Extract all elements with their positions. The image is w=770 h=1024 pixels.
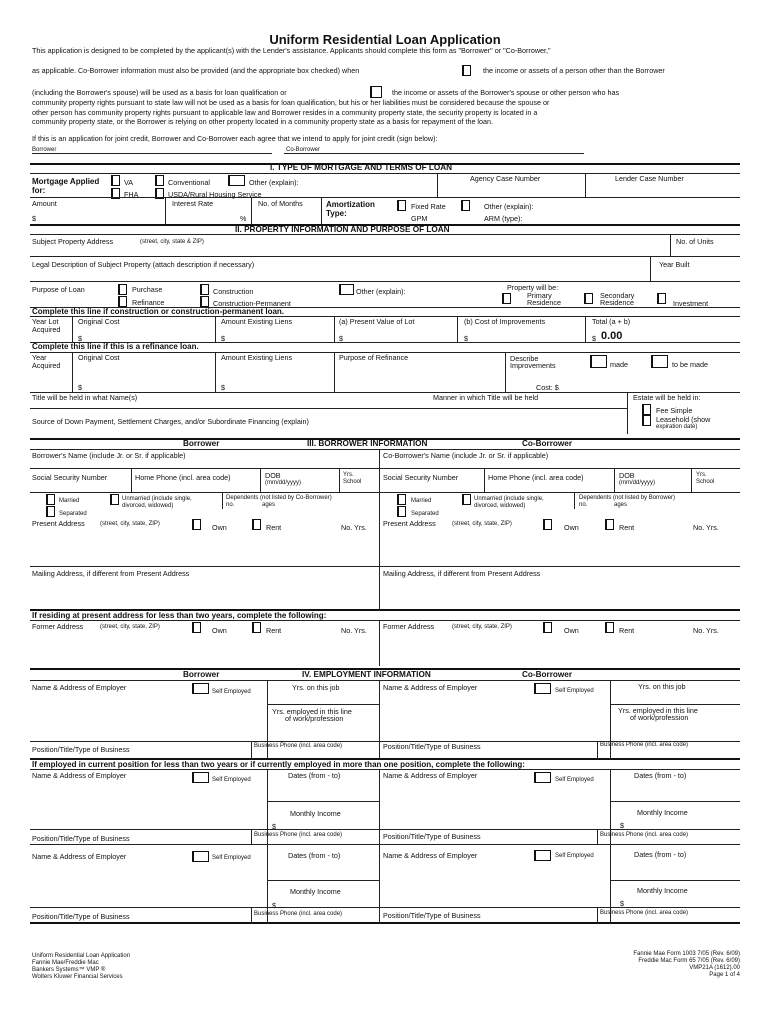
acquired-label: Acquired <box>32 325 61 334</box>
b-dependents-label: Dependents (not listed by Co-Borrower) <box>226 495 332 501</box>
other-amort-label: Other (explain): <box>484 202 534 211</box>
manner-label: Manner in which Title will be held <box>433 393 539 402</box>
borrower-name-label: Borrower's Name (include Jr. or Sr. if applicable) <box>32 451 186 460</box>
c-yrs-employed-label: Yrs. employed in this line <box>618 706 698 715</box>
c-rent-checkbox[interactable] <box>605 519 614 530</box>
secondary-residence-label: Residence <box>600 298 634 307</box>
c3-self-employed-label: Self Employed <box>555 853 594 859</box>
b-former-address-hint: (street, city, state, ZIP) <box>100 624 160 630</box>
fixed-rate-label: Fixed Rate <box>411 202 446 211</box>
b-rent-checkbox[interactable] <box>252 519 261 530</box>
c-unmarried-checkbox[interactable] <box>462 494 471 505</box>
b-unmarried-label-2: divorced, widowed) <box>122 503 174 509</box>
c-self-employed-checkbox[interactable] <box>534 683 551 694</box>
intro-line-1: This application is designed to be completed by the applicant(s) with the Lender's assistance. Applicants should complete this form as "Borrower" or "Co-Borrower," <box>32 46 551 55</box>
coborrower-name-label: Co-Borrower's Name (include Jr. or Sr. if applicable) <box>383 451 549 460</box>
refinance-label: Refinance <box>132 298 165 307</box>
conventional-label: Conventional <box>168 178 210 187</box>
c-unmarried-label-2: divorced, widowed) <box>474 503 526 509</box>
other-mortgage-checkbox[interactable] <box>228 175 245 186</box>
c-separated-checkbox[interactable] <box>397 506 406 517</box>
subject-address-label: Subject Property Address <box>32 237 114 246</box>
va-checkbox[interactable] <box>111 175 120 186</box>
total-dollar: $ <box>592 334 596 343</box>
c-former-own-label: Own <box>564 626 579 635</box>
to-be-made-checkbox[interactable] <box>651 355 668 368</box>
c-self-employed-label: Self Employed <box>555 688 594 694</box>
purpose-refi-label: Purpose of Refinance <box>339 353 409 362</box>
c-yrs-label: Yrs. <box>696 472 707 478</box>
c2-bus-phone-label: Business Phone (incl. area code) <box>600 832 689 838</box>
section-4-heading: IV. EMPLOYMENT INFORMATION <box>302 670 431 679</box>
c-ssn-label: Social Security Number <box>383 473 459 482</box>
purchase-checkbox[interactable] <box>118 284 127 295</box>
secondary-residence-checkbox[interactable] <box>584 293 593 304</box>
construction-checkbox[interactable] <box>200 284 209 295</box>
usda-label: USDA/Rural Housing Service <box>168 190 262 199</box>
c2-self-employed-label: Self Employed <box>555 777 594 783</box>
c2-self-employed-checkbox[interactable] <box>534 772 551 783</box>
borrower-signature-label: Borrower <box>32 147 57 153</box>
construction-perm-label: Construction-Permanent <box>213 299 291 308</box>
fee-simple-label: Fee Simple <box>656 406 693 415</box>
emp-coborrower-heading: Co-Borrower <box>522 670 573 679</box>
lender-case-label: Lender Case Number <box>615 174 684 183</box>
secondary-label: Secondary <box>600 291 635 300</box>
b-rent-label: Rent <box>266 523 282 532</box>
b3-monthly-dollar: $ <box>272 901 276 910</box>
amount-dollar: $ <box>32 214 36 223</box>
footer-left-1: Uniform Residential Loan Application <box>32 953 131 959</box>
original-cost-dollar: $ <box>78 334 82 343</box>
b-own-label: Own <box>212 523 227 532</box>
c-of-work-label: of work/profession <box>630 713 689 722</box>
intro-line-5: other person has community property rights pursuant to applicable law and Borrower resides in a community property state, the security property is located in a <box>32 108 538 117</box>
c-former-rent-checkbox[interactable] <box>605 622 614 633</box>
b3-position-label: Position/Title/Type of Business <box>32 912 130 921</box>
leasehold-label: Leasehold (show <box>656 415 711 424</box>
b3-employer-label: Name & Address of Employer <box>32 852 127 861</box>
b-dep-no-label: no. <box>226 502 235 508</box>
other-mortgage-label: Other (explain): <box>249 178 299 187</box>
footer-right-3: VMP21A (1612).00 <box>689 965 740 971</box>
b-own-checkbox[interactable] <box>192 519 201 530</box>
intro-line-6: community property state, or the Borrower is relying on other property located in a community property state as a basis for repayment of the loan. <box>32 117 494 126</box>
footer-right-2: Freddie Mac Form 65 7/05 (Rev. 6/09) <box>638 958 740 964</box>
c-dependents-label: Dependents (not listed by Borrower) <box>579 495 676 501</box>
b-former-rent-label: Rent <box>266 626 282 635</box>
b2-bus-phone-label: Business Phone (incl. area code) <box>254 832 343 838</box>
va-label: VA <box>124 178 134 187</box>
c2-monthly-dollar: $ <box>620 821 624 830</box>
refi-original-cost-dollar: $ <box>78 383 82 392</box>
b-present-address-hint: (street, city, state, ZIP) <box>100 521 160 527</box>
made-label: made <box>610 360 628 369</box>
c-yrs-job-label: Yrs. on this job <box>638 682 686 691</box>
c-rent-label: Rent <box>619 523 635 532</box>
b-former-own-label: Own <box>212 626 227 635</box>
b-dob-label: DOB <box>265 471 281 480</box>
b-separated-checkbox[interactable] <box>46 506 55 517</box>
c-noyrs-label: No. Yrs. <box>693 523 719 532</box>
legal-desc-label: Legal Description of Subject Property (attach description if necessary) <box>32 260 255 269</box>
b-former-address-label: Former Address <box>32 622 84 631</box>
cost-improvements-label: (b) Cost of Improvements <box>464 317 546 326</box>
b3-dates-label: Dates (from - to) <box>288 851 341 860</box>
borrower-signature-field[interactable] <box>32 145 272 154</box>
b-dep-ages-label: ages <box>262 502 276 508</box>
b-former-own-checkbox[interactable] <box>192 622 201 633</box>
interest-rate-label: Interest Rate <box>172 199 214 208</box>
intro-line-3b: the income or assets of the Borrower's spouse or other person who has <box>392 88 620 97</box>
section-1-heading: I. TYPE OF MORTGAGE AND TERMS OF LOAN <box>270 163 453 172</box>
mortgage-applied-label: Mortgage Applied for: <box>32 177 100 195</box>
c-present-address-hint: (street, city, state, ZIP) <box>452 521 512 527</box>
coborrower-signature-label: Co-Borrower <box>286 147 321 153</box>
b-ssn-label: Social Security Number <box>32 473 108 482</box>
conventional-checkbox[interactable] <box>155 175 164 186</box>
b-phone-label: Home Phone (incl. area code) <box>135 473 231 482</box>
b-married-checkbox[interactable] <box>46 494 55 505</box>
c-married-label: Married <box>411 498 432 504</box>
acquired2-label: Acquired <box>32 361 61 370</box>
b2-self-employed-checkbox[interactable] <box>192 772 209 783</box>
c3-self-employed-checkbox[interactable] <box>534 850 551 861</box>
months-label: No. of Months <box>258 199 303 208</box>
subject-address-hint: (street, city, state & ZIP) <box>140 239 204 245</box>
c-own-label: Own <box>564 523 579 532</box>
purchase-label: Purchase <box>132 285 163 294</box>
construction-perm-checkbox[interactable] <box>200 296 209 307</box>
property-will-be-label: Property will be: <box>507 283 559 292</box>
leasehold-checkbox[interactable] <box>642 415 651 426</box>
intro-line-2a: as applicable. Co-Borrower information must also be provided (and the appropriate box checked) when <box>32 66 360 75</box>
investment-label: Investment <box>673 299 709 308</box>
year-lot-label: Year Lot <box>32 317 59 326</box>
fha-label: FHA <box>124 190 139 199</box>
footer-right-4: Page 1 of 4 <box>709 972 740 978</box>
b2-self-employed-label: Self Employed <box>212 777 251 783</box>
cost-label: Cost: $ <box>536 383 559 392</box>
b-separated-label: Separated <box>59 511 87 517</box>
b3-self-employed-checkbox[interactable] <box>192 851 209 862</box>
present-value-label: (a) Present Value of Lot <box>339 317 415 326</box>
agency-case-label: Agency Case Number <box>470 174 541 183</box>
c3-monthly-label: Monthly Income <box>637 886 688 895</box>
b2-monthly-label: Monthly Income <box>290 809 341 818</box>
c3-dates-label: Dates (from - to) <box>634 850 687 859</box>
year-built-label: Year Built <box>659 260 690 269</box>
b2-position-label: Position/Title/Type of Business <box>32 834 130 843</box>
section-2-heading: II. PROPERTY INFORMATION AND PURPOSE OF LOAN <box>235 225 450 234</box>
b-dob-format: (mm/dd/yyyy) <box>265 480 301 486</box>
amount-liens-label: Amount Existing Liens <box>221 317 293 326</box>
arm-label: ARM (type): <box>484 214 523 223</box>
footer-left-4: Wolters Kluwer Financial Services <box>32 974 123 980</box>
c-former-address-hint: (street, city, state, ZIP) <box>452 624 512 630</box>
b3-monthly-label: Monthly Income <box>290 887 341 896</box>
construction-label: Construction <box>213 287 254 296</box>
refinance-line-label: Complete this line if this is a refinance loan. <box>32 342 199 351</box>
c-mailing-label: Mailing Address, if different from Present Address <box>383 569 541 578</box>
refi-liens-dollar: $ <box>221 383 225 392</box>
other-purpose-checkbox[interactable] <box>339 284 354 295</box>
b-unmarried-checkbox[interactable] <box>110 494 119 505</box>
c-separated-label: Separated <box>411 511 439 517</box>
coborrower-income-checkbox[interactable] <box>462 65 471 76</box>
cost-improvements-dollar: $ <box>464 334 468 343</box>
c-position-label: Position/Title/Type of Business <box>383 742 481 751</box>
amount-label: Amount <box>32 199 57 208</box>
emp-borrower-heading: Borrower <box>183 670 220 679</box>
c-former-rent-label: Rent <box>619 626 635 635</box>
source-label: Source of Down Payment, Settlement Charges, and/or Subordinate Financing (explain) <box>32 417 309 426</box>
c2-monthly-label: Monthly Income <box>637 808 688 817</box>
b-employer-label: Name & Address of Employer <box>32 683 127 692</box>
c3-position-label: Position/Title/Type of Business <box>383 911 481 920</box>
c2-employer-label: Name & Address of Employer <box>383 771 478 780</box>
multi-position-label: If employed in current position for less than two years or if currently employed in more than one position, complete the following: <box>32 760 525 769</box>
purpose-label: Purpose of Loan <box>32 285 85 294</box>
expiration-label: expiration date) <box>656 424 698 430</box>
refi-liens-label: Amount Existing Liens <box>221 353 293 362</box>
c-former-own-checkbox[interactable] <box>543 622 552 633</box>
residence-label: Residence <box>527 298 561 307</box>
made-checkbox[interactable] <box>590 355 607 368</box>
c-employer-label: Name & Address of Employer <box>383 683 478 692</box>
original-cost-label: Original Cost <box>78 317 120 326</box>
c2-position-label: Position/Title/Type of Business <box>383 832 481 841</box>
b-of-work-label: of work/profession <box>285 714 344 723</box>
form-title: Uniform Residential Loan Application <box>269 32 501 47</box>
b-noyrs-label: No. Yrs. <box>341 523 367 532</box>
refi-original-cost-label: Original Cost <box>78 353 120 362</box>
c-school-label: School <box>696 479 715 485</box>
spouse-income-checkbox[interactable] <box>370 86 382 98</box>
refinance-checkbox[interactable] <box>118 296 127 307</box>
fee-simple-checkbox[interactable] <box>642 404 651 415</box>
b-former-rent-checkbox[interactable] <box>252 622 261 633</box>
primary-label: Primary <box>527 291 552 300</box>
b3-bus-phone-label: Business Phone (incl. area code) <box>254 911 343 917</box>
total-value[interactable]: 0.00 <box>601 330 623 342</box>
c-phone-label: Home Phone (incl. area code) <box>488 473 584 482</box>
b-former-noyrs-label: No. Yrs. <box>341 626 367 635</box>
c3-employer-label: Name & Address of Employer <box>383 851 478 860</box>
b-yrs-employed-label: Yrs. employed in this line <box>272 707 352 716</box>
b2-dates-label: Dates (from - to) <box>288 771 341 780</box>
b-position-label: Position/Title/Type of Business <box>32 745 130 754</box>
improvements-label: Improvements <box>510 361 556 370</box>
b-self-employed-label: Self Employed <box>212 689 251 695</box>
intro-line-3a: (including the Borrower's spouse) will be used as a basis for loan qualification or <box>32 88 287 97</box>
present-value-dollar: $ <box>339 334 343 343</box>
section-3-heading: III. BORROWER INFORMATION <box>307 439 428 448</box>
total-label: Total (a + b) <box>592 317 631 326</box>
c-unmarried-label: Unmarried (include single, <box>474 496 544 502</box>
fixed-rate-checkbox[interactable] <box>397 200 406 211</box>
c-former-address-label: Former Address <box>383 622 435 631</box>
footer-right-1: Fannie Mae Form 1003 7/05 (Rev. 6/09) <box>633 951 740 957</box>
c-own-checkbox[interactable] <box>543 519 552 530</box>
b-mailing-label: Mailing Address, if different from Present Address <box>32 569 190 578</box>
interest-percent: % <box>240 214 247 223</box>
b2-employer-label: Name & Address of Employer <box>32 771 127 780</box>
c3-monthly-dollar: $ <box>620 899 624 908</box>
c-former-noyrs-label: No. Yrs. <box>693 626 719 635</box>
estate-label: Estate will be held in: <box>633 393 701 402</box>
other-amort-checkbox[interactable] <box>461 200 470 211</box>
c2-dates-label: Dates (from - to) <box>634 771 687 780</box>
amount-liens-dollar: $ <box>221 334 225 343</box>
b-school-label: School <box>343 479 362 485</box>
intro-line-4: community property rights pursuant to state law will not be used as a basis for loan qualification, but his or her liabilities must be considered because the spouse or <box>32 98 550 107</box>
investment-checkbox[interactable] <box>657 293 666 304</box>
c3-bus-phone-label: Business Phone (incl. area code) <box>600 910 689 916</box>
coborrower-signature-field[interactable] <box>284 145 584 154</box>
b2-monthly-dollar: $ <box>272 822 276 831</box>
b-yrs-label: Yrs. <box>343 472 354 478</box>
b3-self-employed-label: Self Employed <box>212 855 251 861</box>
describe-label: Describe <box>510 354 539 363</box>
b-yrs-job-label: Yrs. on this job <box>292 683 340 692</box>
c-married-checkbox[interactable] <box>397 494 406 505</box>
construction-line-label: Complete this line if construction or construction-permanent loan. <box>32 307 285 316</box>
b-present-address-label: Present Address <box>32 519 85 528</box>
year-label: Year <box>32 353 47 362</box>
gpm-label: GPM <box>411 214 428 223</box>
units-label: No. of Units <box>676 237 714 246</box>
to-be-made-label: to be made <box>672 360 708 369</box>
coborrower-heading: Co-Borrower <box>522 439 573 448</box>
borrower-heading: Borrower <box>183 439 220 448</box>
primary-residence-checkbox[interactable] <box>502 293 511 304</box>
c-dep-no-label: no. <box>579 502 588 508</box>
b-unmarried-label: Unmarried (include single, <box>122 496 192 502</box>
b-self-employed-checkbox[interactable] <box>192 683 209 694</box>
b-married-label: Married <box>59 498 80 504</box>
b-bus-phone-label: Business Phone (incl. area code) <box>254 743 343 749</box>
c-present-address-label: Present Address <box>383 519 436 528</box>
footer-left-3: Bankers Systems™ VMP ® <box>32 967 106 973</box>
intro-line-2b: the income or assets of a person other than the Borrower <box>483 66 665 75</box>
joint-credit-text: If this is an application for joint credit, Borrower and Co-Borrower each agree that we intend to apply for joint credit (sign below): <box>32 134 438 143</box>
c-dep-ages-label: ages <box>614 502 628 508</box>
footer-left-2: Fannie Mae/Freddie Mac <box>32 960 99 966</box>
c-bus-phone-label: Business Phone (incl. area code) <box>600 742 689 748</box>
amortization-label: Amortization Type: <box>326 200 375 218</box>
c-dob-format: (mm/dd/yyyy) <box>619 480 655 486</box>
c-dob-label: DOB <box>619 471 635 480</box>
other-purpose-label: Other (explain): <box>356 287 406 296</box>
title-names-label: Title will be held in what Name(s) <box>32 393 138 402</box>
two-years-label: If residing at present address for less than two years, complete the following: <box>32 611 327 620</box>
